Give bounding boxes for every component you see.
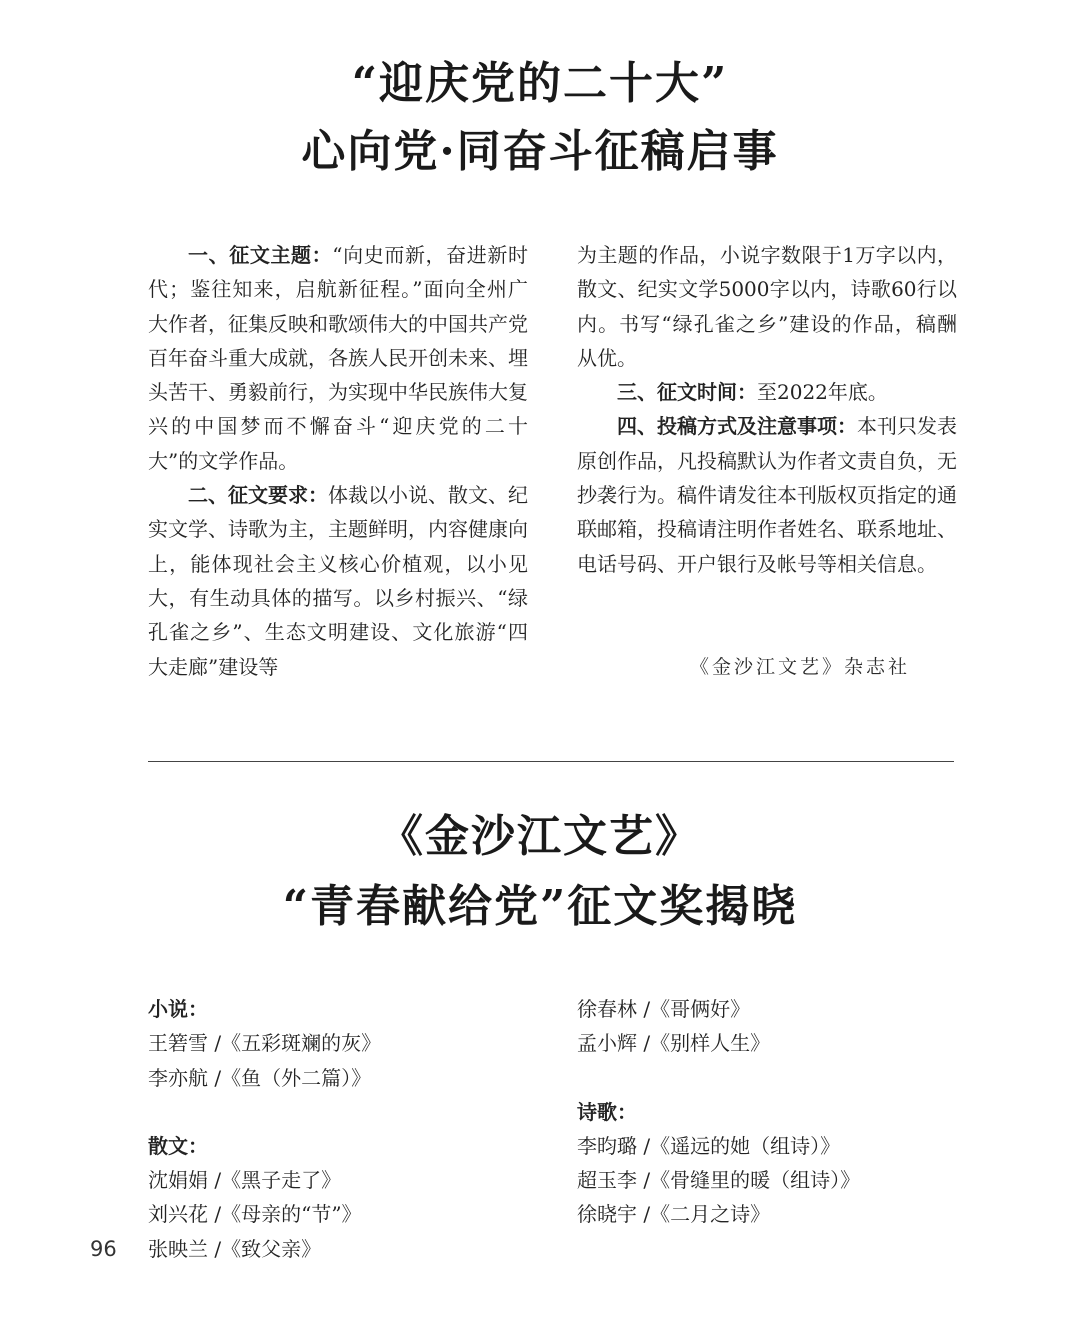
section-requirements-text: 体裁以小说、散文、纪实文学、诗歌为主，主题鲜明，内容健康向上，能体现社会主义核心价植观，以小见大，有生动具体的描写。以乡村振兴、“绿孔雀之乡”、生态文明建设、文化旅游“四大走廊”建设等 xyxy=(148,483,528,679)
results-title-line2: “青春献给党”征文奖揭晓 xyxy=(282,881,798,932)
category-poetry: 诗歌： xyxy=(577,1099,637,1124)
section-requirements-part2: 为主题的作品，小说字数限于1万字以内，散文、纪实文学5000字以内，诗歌60行以内。书写“绿孔雀之乡”建设的作品，稿酬从优。 xyxy=(577,243,957,370)
list-item: 徐春林 /《哥俩好》 xyxy=(577,997,751,1021)
notice-column-left xyxy=(148,238,528,718)
notice-column-right xyxy=(577,238,957,581)
list-item: 李亦航 /《鱼（外二篇）》 xyxy=(148,1065,372,1090)
section-submission-head: 四、投稿方式及注意事项： xyxy=(617,414,857,439)
list-item: 张映兰 /《致父亲》 xyxy=(148,1236,322,1261)
section-submission xyxy=(577,409,957,580)
list-item: 刘兴花 /《母亲的“节”》 xyxy=(148,1202,362,1227)
section-theme xyxy=(148,238,528,478)
section-theme-head: 一、征文主题： xyxy=(188,243,333,267)
list-item: 沈娟娟 /《黑子走了》 xyxy=(148,1168,342,1193)
page-number: 96 xyxy=(90,1237,117,1261)
results-column-right xyxy=(577,992,860,1232)
section-time-head: 三、征文时间： xyxy=(617,380,757,405)
section-divider xyxy=(148,761,954,762)
category-prose: 散文： xyxy=(148,1133,208,1158)
list-item: 徐晓宇 /《二月之诗》 xyxy=(577,1202,771,1227)
section-submission-text: 本刊只发表原创作品，凡投稿默认为作者文责自负，无抄袭行为。稿件请发往本刊版权页指定的通联邮箱，投稿请注明作者姓名、联系地址、电话号码、开户银行及帐号等相关信息。 xyxy=(577,414,957,576)
notice-title-line2: 心向党·同奋斗征稿启事 xyxy=(301,126,779,177)
results-title-line1: 《金沙江文艺》 xyxy=(379,811,701,862)
category-fiction: 小说： xyxy=(148,997,208,1021)
notice-signature: 《金沙江文艺》杂志社 xyxy=(690,656,911,678)
list-item: 王箬雪 /《五彩斑斓的灰》 xyxy=(148,1031,382,1056)
list-item: 超玉李 /《骨缝里的暖（组诗）》 xyxy=(577,1168,861,1193)
results-column-left xyxy=(148,992,381,1266)
list-item: 李昀璐 /《遥远的她（组诗）》 xyxy=(577,1133,841,1158)
section-requirements-part1 xyxy=(148,478,528,684)
section-theme-text: “向史而新，奋进新时代；鉴往知来，启航新征程。”面向全州广大作者，征集反映和歌颂伟大的中国共产党百年奋斗重大成就，各族人民开创未来、埋头苦干、勇毅前行，为实现中华民族伟大复兴的中国梦而不懈奋斗“迎庆党的二十大”的文学作品。 xyxy=(148,243,528,473)
section-time xyxy=(577,375,957,409)
list-item: 孟小辉 /《别样人生》 xyxy=(577,1031,771,1056)
section-time-text: 至2022年底。 xyxy=(757,380,888,405)
section-requirements-head: 二、征文要求： xyxy=(188,483,328,508)
notice-title-line1: “迎庆党的二十大” xyxy=(351,58,729,109)
